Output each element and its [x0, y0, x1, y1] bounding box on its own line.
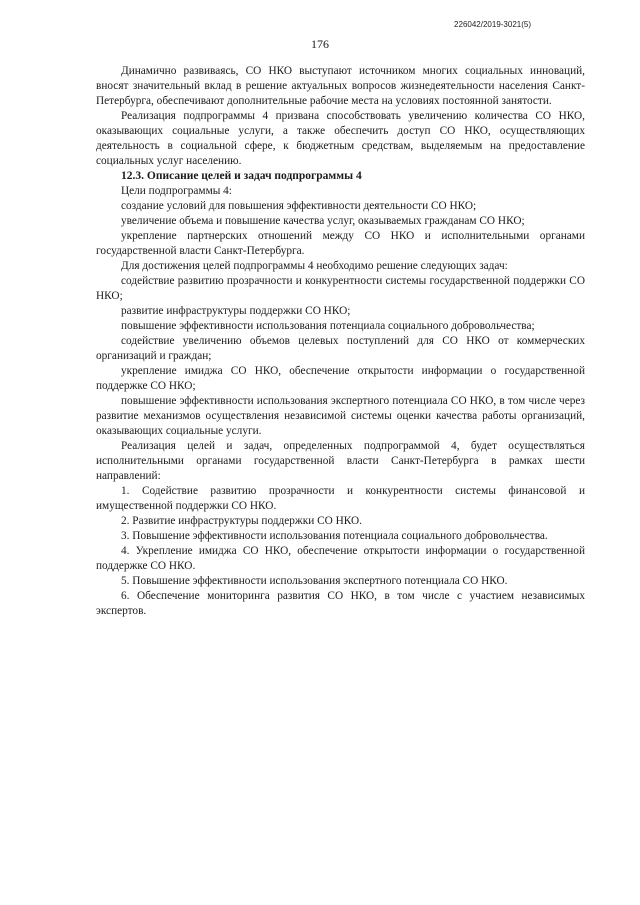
document-code: 226042/2019-3021(5) — [454, 20, 531, 29]
paragraph: Для достижения целей подпрограммы 4 необходимо решение следующих задач: — [121, 260, 508, 272]
page-number: 176 — [311, 37, 329, 51]
paragraph: Цели подпрограммы 4: — [121, 185, 232, 197]
list-item: увеличение объема и повышение качества услуг, оказываемых гражданам СО НКО; — [121, 215, 525, 227]
list-item: повышение эффективности использования потенциала социального добровольчества; — [121, 320, 535, 332]
document-body — [96, 64, 585, 619]
numbered-item: 6. Обеспечение мониторинга развития СО НКО, в том числе с участием независимых экспертов. — [96, 590, 585, 617]
list-item: создание условий для повышения эффективности деятельности СО НКО; — [121, 200, 477, 212]
paragraph: Динамично развиваясь, СО НКО выступают источником многих социальных инноваций, вносят значительный вклад в решение актуальных вопросов жизнедеятельности населения Санкт-Петербурга, обеспечивают дополнительные рабочие места на условиях постоянной занятости. — [96, 65, 585, 107]
numbered-item: 1. Содействие развитию прозрачности и конкурентности системы финансовой и имущественной поддержки СО НКО. — [96, 485, 585, 512]
list-item: повышение эффективности использования экспертного потенциала СО НКО, в том числе через развитие механизмов осуществления независимой системы оценки качества работы организаций, оказывающих социальные услуги. — [96, 395, 585, 437]
numbered-item: 2. Развитие инфраструктуры поддержки СО НКО. — [121, 515, 363, 527]
list-item: содействие развитию прозрачности и конкурентности системы государственной поддержки СО НКО; — [96, 275, 585, 302]
paragraph: Реализация целей и задач, определенных подпрограммой 4, будет осуществляться исполнительными органами государственной власти Санкт-Петербурга в рамках шести направлений: — [96, 440, 585, 482]
list-item: укрепление партнерских отношений между СО НКО и исполнительными органами государственной власти Санкт-Петербурга. — [96, 230, 585, 257]
section-heading: 12.3. Описание целей и задач подпрограммы 4 — [121, 170, 362, 182]
paragraph: Реализация подпрограммы 4 призвана способствовать увеличению количества СО НКО, оказывающих социальные услуги, а также обеспечить доступ СО НКО, осуществляющих деятельность в социальной сфере, к бюджетным средствам, выделяемым на предоставление социальных услуг населению. — [96, 110, 585, 167]
numbered-item: 4. Укрепление имиджа СО НКО, обеспечение открытости информации о государственной поддержке СО НКО. — [96, 545, 585, 572]
list-item: развитие инфраструктуры поддержки СО НКО; — [121, 305, 351, 317]
list-item: содействие увеличению объемов целевых поступлений для СО НКО от коммерческих организаций и граждан; — [96, 335, 585, 362]
numbered-item: 3. Повышение эффективности использования потенциала социального добровольчества. — [121, 530, 548, 542]
list-item: укрепление имиджа СО НКО, обеспечение открытости информации о государственной поддержке СО НКО; — [96, 365, 585, 392]
numbered-item: 5. Повышение эффективности использования экспертного потенциала СО НКО. — [121, 575, 508, 587]
